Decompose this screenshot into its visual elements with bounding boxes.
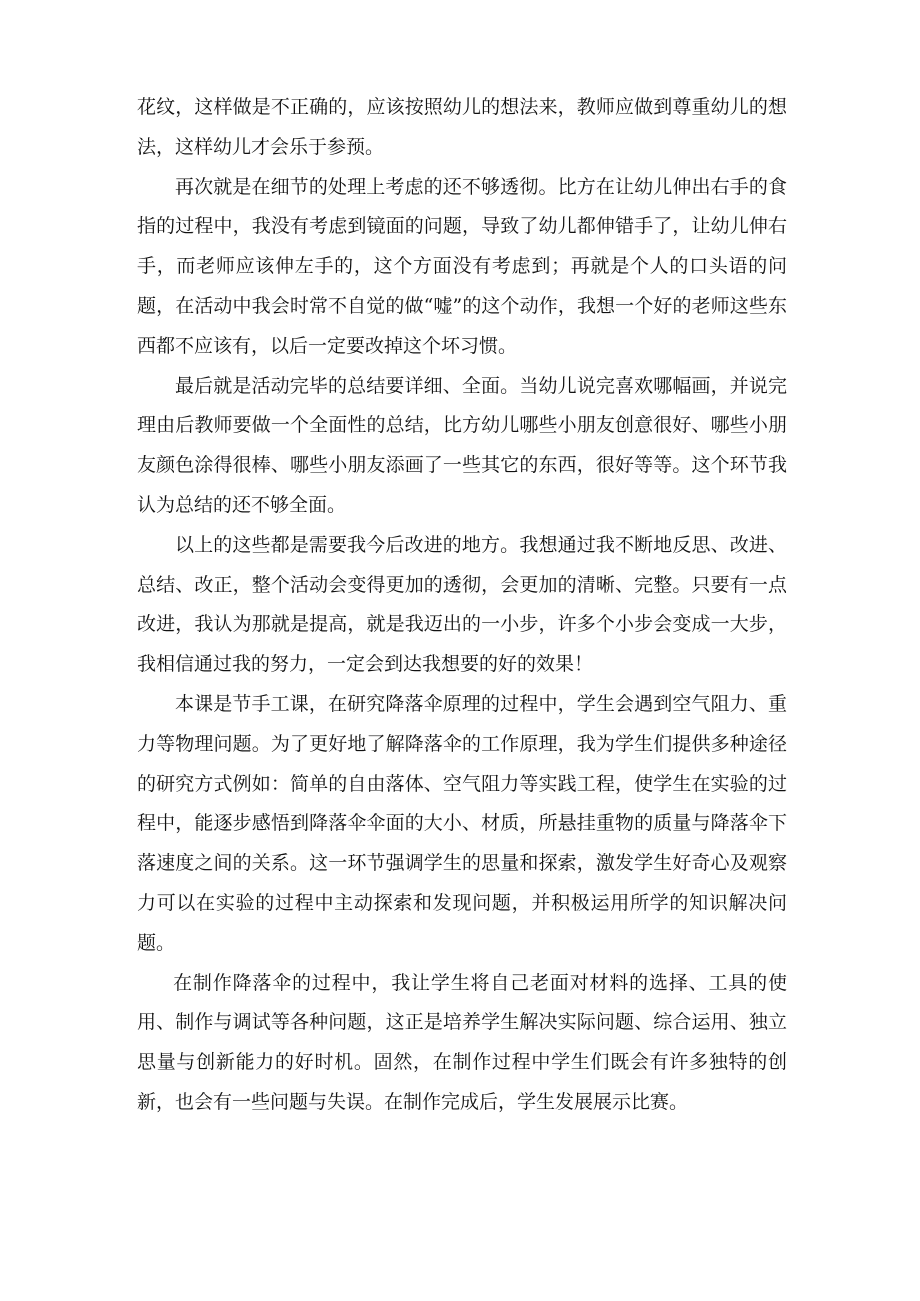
paragraph-3: 最后就是活动完毕的总结要详细、全面。当幼儿说完喜欢哪幅画，并说完理由后教师要做一个全面性的总结，比方幼儿哪些小朋友创意很好、哪些小朋友颜色涂得很棒、哪些小朋友添画了一些其它的东西，很好等等。这个环节我认为总结的还不够全面。 (137, 374, 787, 516)
paragraph-2: 再次就是在细节的处理上考虑的还不够透彻。比方在让幼儿伸出右手的食指的过程中，我没有考虑到镜面的问题，导致了幼儿都伸错手了，让幼儿伸右手，而老师应该伸左手的，这个方面没有考虑到；再就是个人的口头语的问题，在活动中我会时常不自觉的做“嘘”的这个动作，我想一个好的老师这些东西都不应该有，以后一定要改掉这个坏习惯。 (137, 175, 787, 357)
paragraph-1: 花纹，这样做是不正确的，应该按照幼儿的想法来，教师应做到尊重幼儿的想法，这样幼儿才会乐于参预。 (137, 96, 787, 158)
paragraph-4: 以上的这些都是需要我今后改进的地方。我想通过我不断地反思、改进、总结、改正，整个活动会变得更加的透彻，会更加的清晰、完整。只要有一点改进，我认为那就是提高，就是我迈出的一小步，许多个小步会变成一大步，我相信通过我的努力，一定会到达我想要的好的效果！ (137, 533, 787, 676)
paragraph-6: 在制作降落伞的过程中，我让学生将自己老面对材料的选择、工具的使用、制作与调试等各种问题，这正是培养学生解决实际问题、综合运用、独立思量与创新能力的好时机。固然，在制作过程中学生们既会有许多独特的创新，也会有一些问题与失误。在制作完成后，学生发展展示比赛。 (137, 971, 787, 1113)
document-body (137, 88, 787, 1123)
paragraph-5: 本课是节手工课，在研究降落伞原理的过程中，学生会遇到空气阻力、重力等物理问题。为了更好地了解降落伞的工作原理，我为学生们提供多种途径的研究方式例如：简单的自由落体、空气阻力等实践工程，使学生在实验的过程中，能逐步感悟到降落伞伞面的大小、材质，所悬挂重物的质量与降落伞下落速度之间的关系。这一环节强调学生的思量和探索，激发学生好奇心及观察力可以在实验的过程中主动探索和发现问题，并积极运用所学的知识解决问题。 (137, 692, 787, 954)
